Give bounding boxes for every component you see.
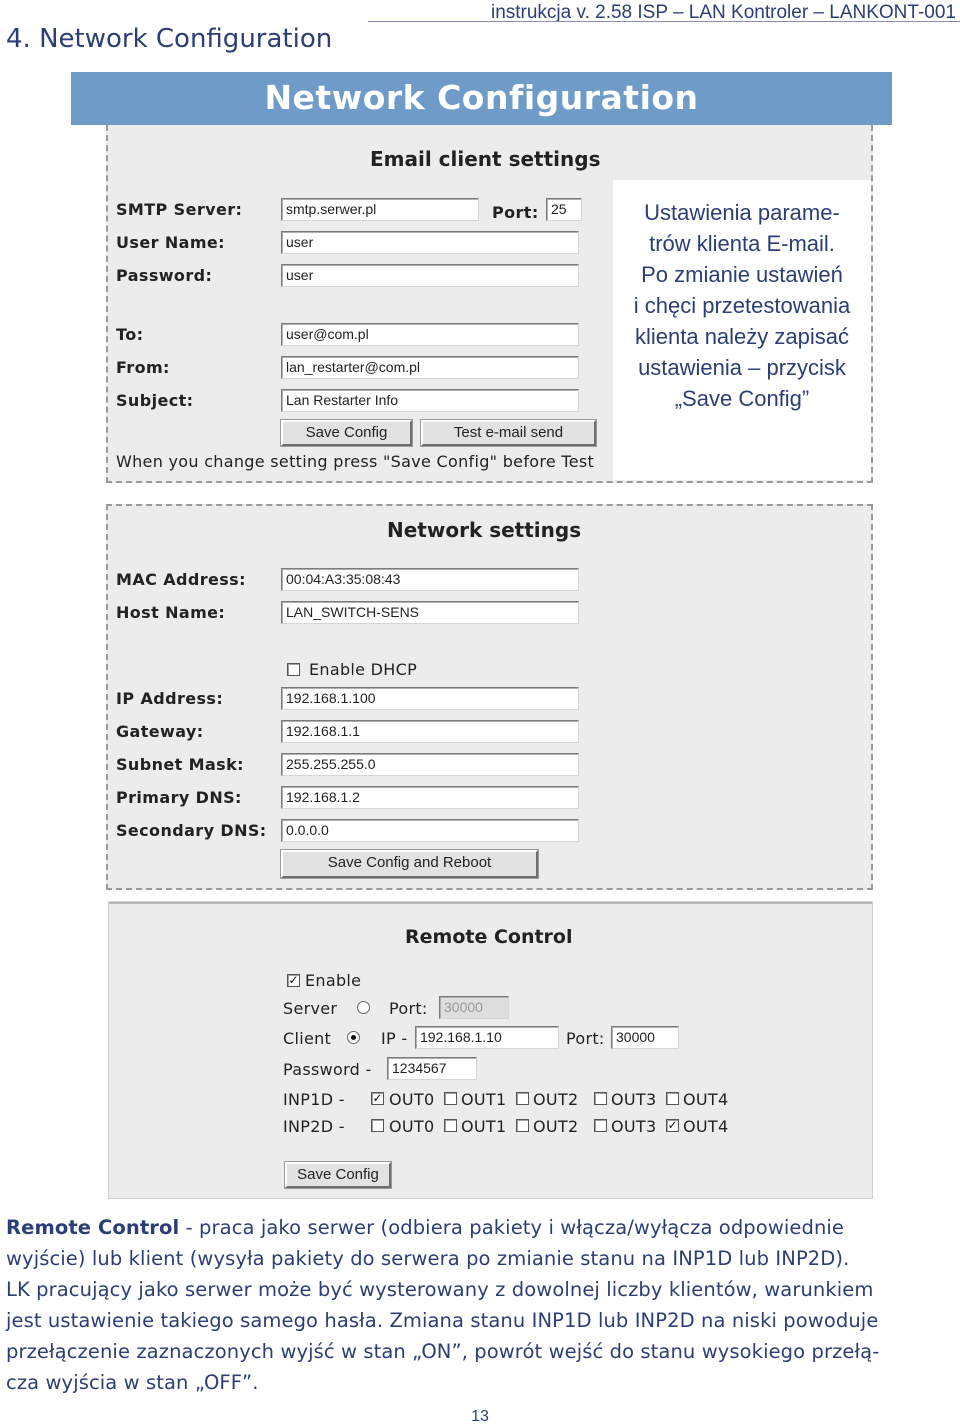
description-line: wyjście) lub klient (wysyła pakiety do serwera po zmianie stanu na INP1D lub INP2D). — [6, 1247, 850, 1270]
from-input[interactable]: lan_restarter@com.pl — [281, 356, 579, 379]
inp2d-out2-checkbox[interactable] — [516, 1119, 529, 1132]
user-name-input[interactable]: user — [281, 231, 579, 254]
description-bold-lead: Remote Control — [6, 1216, 180, 1239]
subnet-mask-label: Subnet Mask: — [116, 755, 244, 774]
save-config-reboot-button[interactable]: Save Config and Reboot — [281, 850, 538, 878]
inp1d-out3-label: OUT3 — [611, 1090, 657, 1109]
password-label: Password: — [116, 266, 213, 285]
client-mode-label: Client — [283, 1029, 332, 1048]
password-input[interactable]: user — [281, 264, 579, 287]
save-before-test-hint: When you change setting press "Save Config" before Test — [116, 452, 595, 471]
note-line: klienta należy zapisać — [634, 324, 849, 349]
server-port-label: Port: — [389, 999, 428, 1018]
gateway-label: Gateway: — [116, 722, 204, 741]
note-line: Ustawienia parame- — [644, 200, 840, 225]
ip-address-input[interactable]: 192.168.1.100 — [281, 687, 579, 710]
to-input[interactable]: user@com.pl — [281, 323, 579, 346]
primary-dns-label: Primary DNS: — [116, 788, 242, 807]
subnet-mask-input[interactable]: 255.255.255.0 — [281, 753, 579, 776]
inp2d-out1-checkbox[interactable] — [444, 1119, 457, 1132]
inp2d-out0-label: OUT0 — [389, 1117, 435, 1136]
inp1d-out0-label: OUT0 — [389, 1090, 435, 1109]
inp2d-out0-checkbox[interactable] — [371, 1119, 384, 1132]
secondary-dns-label: Secondary DNS: — [116, 821, 267, 840]
enable-remote-checkbox[interactable]: ✓ — [288, 973, 299, 987]
network-configuration-banner — [71, 72, 892, 125]
client-mode-radio[interactable] — [347, 1031, 360, 1044]
enable-remote-label: Enable — [305, 971, 362, 990]
enable-dhcp-label: Enable DHCP — [309, 660, 418, 679]
test-email-send-button[interactable]: Test e-mail send — [421, 420, 596, 446]
inp2d-label: INP2D - — [283, 1117, 345, 1136]
description-line: cza wyjścia w stan „OFF”. — [6, 1371, 259, 1394]
enable-dhcp-checkbox[interactable] — [287, 663, 300, 676]
mac-address-input[interactable]: 00:04:A3:35:08:43 — [281, 568, 579, 591]
inp1d-out4-label: OUT4 — [683, 1090, 729, 1109]
smtp-label: SMTP Server: — [116, 200, 243, 219]
host-name-input[interactable]: LAN_SWITCH-SENS — [281, 601, 579, 624]
server-mode-radio[interactable] — [357, 1001, 370, 1014]
subject-input[interactable]: Lan Restarter Info — [281, 389, 579, 412]
server-port-input[interactable]: 30000 — [439, 996, 509, 1019]
primary-dns-input[interactable]: 192.168.1.2 — [281, 786, 579, 809]
client-port-label: Port: — [566, 1029, 605, 1048]
note-line: „Save Config” — [674, 386, 810, 411]
banner-title: Network Configuration — [264, 78, 699, 117]
chapter-title: 4. Network Configuration — [6, 24, 333, 54]
smtp-server-input[interactable]: smtp.serwer.pl — [281, 198, 479, 221]
document-title: instrukcja v. 2.58 ISP – LAN Kontroler – LANKONT-001 — [490, 2, 956, 23]
radio-selected-dot — [351, 1035, 356, 1040]
remote-save-config-button[interactable]: Save Config — [285, 1162, 391, 1188]
client-ip-input[interactable]: 192.168.1.10 — [415, 1026, 559, 1049]
host-name-label: Host Name: — [116, 603, 226, 622]
user-name-label: User Name: — [116, 233, 225, 252]
client-ip-label: IP - — [381, 1029, 408, 1048]
inp1d-out3-checkbox[interactable] — [594, 1092, 607, 1105]
secondary-dns-input[interactable]: 0.0.0.0 — [281, 819, 579, 842]
to-label: To: — [116, 325, 144, 344]
gateway-input[interactable]: 192.168.1.1 — [281, 720, 579, 743]
network-section-title: Network settings — [387, 518, 582, 542]
header-rule — [368, 21, 960, 22]
page-number: 13 — [471, 1408, 489, 1425]
description-line: przełączenie zaznaczonych wyjść w stan „ON”, powrót wejść do stanu wysokiego przełą- — [6, 1340, 880, 1363]
inp1d-out4-checkbox[interactable] — [666, 1092, 679, 1105]
note-line: ustawienia – przycisk — [638, 355, 846, 380]
port-label: Port: — [492, 203, 539, 222]
note-line: i chęci przetestowania — [633, 293, 851, 318]
inp2d-out2-label: OUT2 — [533, 1117, 579, 1136]
inp2d-out1-label: OUT1 — [461, 1117, 507, 1136]
remote-control-panel — [108, 901, 873, 1199]
note-line: trów klienta E-mail. — [649, 231, 835, 256]
inp1d-out2-label: OUT2 — [533, 1090, 579, 1109]
inp1d-label: INP1D - — [283, 1090, 345, 1109]
inp1d-out2-checkbox[interactable] — [516, 1092, 529, 1105]
inp1d-out1-label: OUT1 — [461, 1090, 507, 1109]
remote-section-title: Remote Control — [405, 926, 573, 948]
note-line: Po zmianie ustawień — [641, 262, 843, 287]
smtp-port-input[interactable]: 25 — [546, 198, 582, 221]
email-settings-note — [613, 180, 871, 480]
inp2d-out4-label: OUT4 — [683, 1117, 729, 1136]
mac-address-label: MAC Address: — [116, 570, 246, 589]
from-label: From: — [116, 358, 170, 377]
email-section-title: Email client settings — [370, 147, 601, 171]
save-config-button[interactable]: Save Config — [281, 420, 412, 446]
inp2d-out3-label: OUT3 — [611, 1117, 657, 1136]
subject-label: Subject: — [116, 391, 194, 410]
inp2d-out3-checkbox[interactable] — [594, 1119, 607, 1132]
remote-password-input[interactable]: 1234567 — [387, 1057, 477, 1080]
server-mode-label: Server — [283, 999, 338, 1018]
remote-password-label: Password - — [283, 1060, 372, 1079]
inp1d-out0-checkbox[interactable]: ✓ — [372, 1091, 383, 1105]
client-port-input[interactable]: 30000 — [611, 1026, 679, 1049]
description-line — [6, 1216, 956, 1239]
ip-address-label: IP Address: — [116, 689, 224, 708]
inp2d-out4-checkbox[interactable]: ✓ — [667, 1118, 678, 1132]
description-line: jest ustawienie takiego samego hasła. Zmiana stanu INP1D lub INP2D na niski powoduje — [6, 1309, 879, 1332]
description-line: LK pracujący jako serwer może być wysterowany z dowolnej liczby klientów, warunkiem — [6, 1278, 874, 1301]
inp1d-out1-checkbox[interactable] — [444, 1092, 457, 1105]
network-settings-panel — [106, 504, 873, 890]
description-text: - praca jako serwer (odbiera pakiety i włącza/wyłącza odpowiednie — [179, 1216, 845, 1239]
